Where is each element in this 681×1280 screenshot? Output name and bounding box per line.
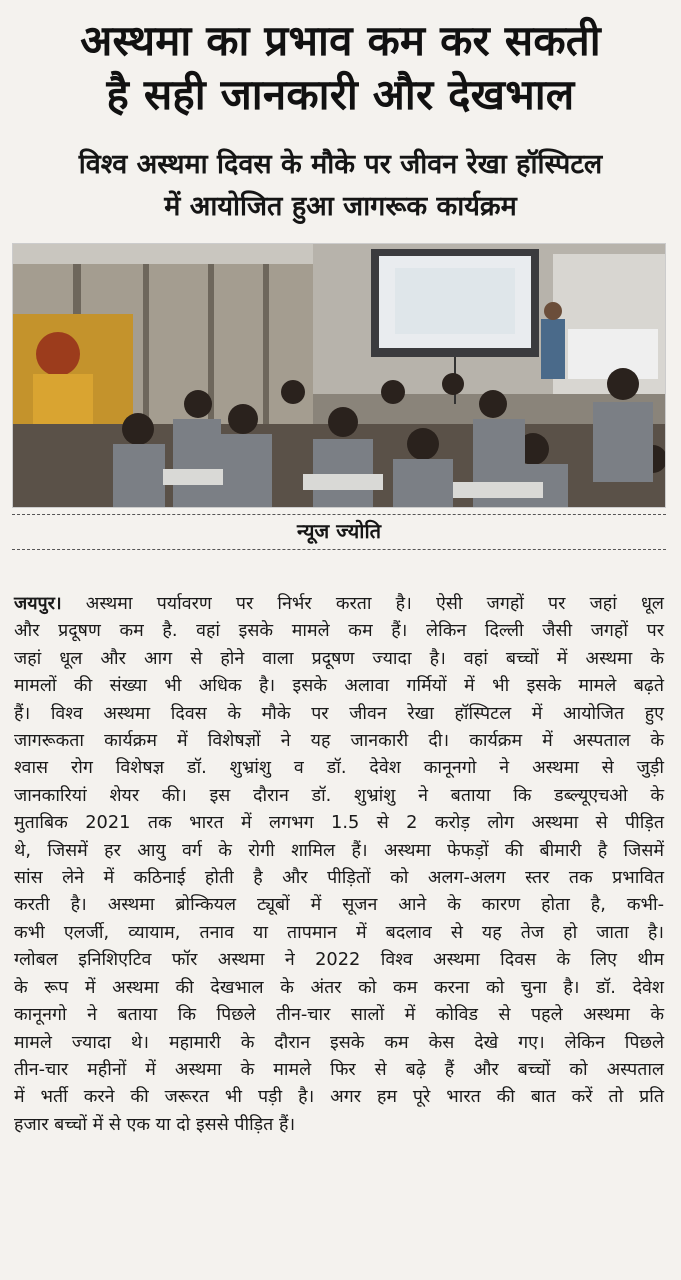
dateline: जयपुर।	[14, 593, 62, 614]
article-line: मामलों की संख्या भी अधिक है। इसके अलावा गर्मियों में भी इसके मामले बढ़ते	[14, 675, 664, 697]
byline-bottom-rule	[12, 549, 666, 550]
headline-line-1: अस्थमा का प्रभाव कम कर सकती	[80, 16, 601, 65]
article-line: हजार बच्चों में से एक या दो इससे पीड़ित हैं।	[14, 1113, 296, 1135]
article-line: थे, जिसमें हर आयु वर्ग के रोगी शामिल हैं। अस्थमा फेफड़ों की बीमारी है जिसमें	[14, 839, 664, 861]
article-line: में भर्ती करने की जरूरत भी पड़ी है। अगर हम पूरे भारत की बात करें तो प्रति	[14, 1086, 664, 1108]
article-line: मामले ज्यादा थे। महामारी के दौरान इसके कम केस देखे गए। लेकिन पिछले	[14, 1031, 664, 1053]
article-line: जानकारियां शेयर की। इस दौरान डॉ. शुभ्रांशु ने बताया कि डब्ल्यूएचओ के	[14, 784, 664, 806]
article-line: कभी एलर्जी, व्यायाम, तनाव या तापमान में बदलाव से यह तेज हो जाता है।	[14, 921, 664, 943]
article-line: जयपुर। अस्थमा पर्यावरण पर निर्भर करता है। ऐसी जगहों पर जहां धूल	[14, 593, 664, 614]
article-line: और प्रदूषण कम है. वहां इसके मामले कम हैं। लेकिन दिल्ली जैसी जगहों पर	[14, 620, 664, 642]
headline-line-2: है सही जानकारी और देखभाल	[106, 70, 575, 119]
subheadline-line-2: में आयोजित हुआ जागरूक कार्यक्रम	[164, 191, 517, 222]
byline: न्यूज ज्योति	[296, 519, 382, 543]
event-photo-illustration	[13, 244, 666, 508]
subheadline-line-1: विश्व अस्थमा दिवस के मौके पर जीवन रेखा हॉस्पिटल	[78, 149, 603, 180]
article-line: जागरूकता कार्यक्रम में विशेषज्ञों ने यह जानकारी दी। कार्यक्रम में अस्पताल के	[14, 730, 664, 752]
article-line: सांस लेने में कठिनाई होती है और पीड़ितों को अलग-अलग स्तर तक प्रभावित	[14, 867, 664, 889]
subheadline	[10, 144, 671, 228]
article-line: ग्लोबल इनिशिएटिव फॉर अस्थमा ने 2022 विश्व अस्थमा दिवस के लिए थीम	[14, 949, 664, 971]
article-line: तीन-चार महीनों में अस्थमा के मामले फिर से बढ़े हैं और बच्चों को अस्पताल	[14, 1058, 664, 1080]
headline	[10, 14, 671, 122]
article-line: के रूप में अस्थमा की देखभाल के अंतर को कम करना को चुना है। डॉ. देवेश	[14, 976, 664, 998]
article-body	[14, 590, 664, 1138]
article-line: करती है। अस्थमा ब्रोन्कियल ट्यूबों में सूजन आने के कारण होता है, कभी-	[14, 894, 664, 916]
event-photo	[12, 243, 666, 508]
article-line: मुताबिक 2021 तक भारत में लगभग 1.5 से 2 करोड़ लोग अस्थमा से पीड़ित	[14, 812, 664, 834]
article-line: जहां धूल और आग से होने वाला प्रदूषण ज्यादा है। वहां बच्चों में अस्थमा के	[14, 647, 664, 669]
article-line: श्वास रोग विशेषज्ञ डॉ. शुभ्रांशु व डॉ. देवेश कानूनगो ने अस्थमा से जुड़ी	[14, 757, 664, 779]
article-line: हैं। विश्व अस्थमा दिवस के मौके पर जीवन रेखा हॉस्पिटल में आयोजित हुए	[14, 702, 664, 724]
article-line: कानूनगो ने बताया कि पिछले तीन-चार सालों में कोविड से पहले अस्थमा के	[14, 1004, 664, 1026]
